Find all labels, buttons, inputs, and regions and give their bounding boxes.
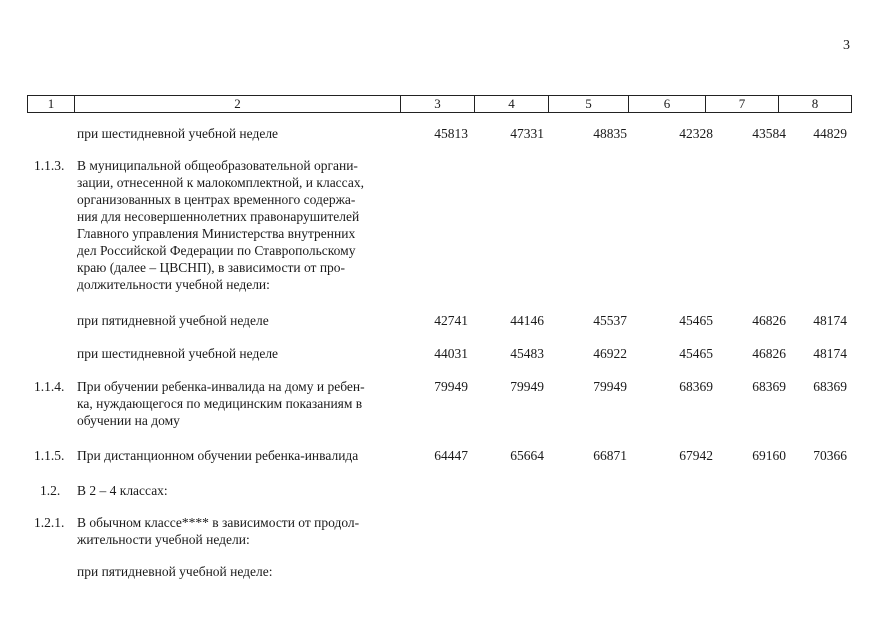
description-line: обучении на дому bbox=[77, 413, 180, 428]
value-col-4: 65664 bbox=[510, 448, 544, 463]
value-col-7: 46826 bbox=[752, 313, 786, 328]
row-code: 1.2. bbox=[40, 483, 61, 498]
row-code: 1.2.1. bbox=[34, 515, 65, 530]
value-col-4: 44146 bbox=[510, 313, 544, 328]
row-code: 1.1.5. bbox=[34, 448, 65, 463]
row-description bbox=[77, 157, 399, 293]
value-col-8: 70366 bbox=[813, 448, 847, 463]
description-line: В муниципальной общеобразовательной органи- bbox=[77, 158, 358, 173]
header-col-4: 4 bbox=[475, 96, 549, 113]
description-line: В обычном классе**** в зависимости от продол- bbox=[77, 515, 360, 530]
description-line: при пятидневной учебной неделе bbox=[77, 313, 269, 328]
value-col-4: 45483 bbox=[510, 346, 544, 361]
value-col-3: 44031 bbox=[434, 346, 468, 361]
description-line: при пятидневной учебной неделе: bbox=[77, 564, 273, 579]
value-col-3: 79949 bbox=[434, 379, 468, 394]
value-col-6: 42328 bbox=[679, 126, 713, 141]
description-line: организованных в центрах временного содержа- bbox=[77, 192, 356, 207]
header-col-8: 8 bbox=[779, 96, 852, 113]
row-description bbox=[77, 482, 399, 499]
description-line: краю (далее – ЦВСНП), в зависимости от про- bbox=[77, 260, 346, 275]
header-col-7: 7 bbox=[706, 96, 779, 113]
value-col-5: 48835 bbox=[593, 126, 627, 141]
value-col-3: 64447 bbox=[434, 448, 468, 463]
description-line: При дистанционном обучении ребенка-инвалида bbox=[77, 448, 359, 463]
value-col-7: 46826 bbox=[752, 346, 786, 361]
header-col-2: 2 bbox=[75, 96, 401, 113]
description-line: Главного управления Министерства внутренних bbox=[77, 226, 356, 241]
description-line: ка, нуждающегося по медицинским показаниям в bbox=[77, 396, 363, 411]
description-line: при шестидневной учебной неделе bbox=[77, 126, 279, 141]
row-description bbox=[77, 563, 399, 580]
description-line: при шестидневной учебной неделе bbox=[77, 346, 279, 361]
header-col-3: 3 bbox=[401, 96, 475, 113]
description-line: жительности учебной недели: bbox=[77, 532, 250, 547]
description-line: зации, отнесенной к малокомплектной, и классах, bbox=[77, 175, 364, 190]
description-line: должительности учебной недели: bbox=[77, 277, 270, 292]
row-code: 1.1.4. bbox=[34, 379, 65, 394]
value-col-8: 68369 bbox=[813, 379, 847, 394]
value-col-4: 79949 bbox=[510, 379, 544, 394]
value-col-4: 47331 bbox=[510, 126, 544, 141]
column-number-header bbox=[27, 95, 852, 113]
value-col-6: 45465 bbox=[679, 313, 713, 328]
page-number: 3 bbox=[843, 38, 850, 53]
row-description bbox=[77, 447, 399, 464]
row-description bbox=[77, 125, 399, 142]
value-col-6: 67942 bbox=[679, 448, 713, 463]
value-col-5: 46922 bbox=[593, 346, 627, 361]
value-col-6: 68369 bbox=[679, 379, 713, 394]
value-col-8: 48174 bbox=[813, 313, 847, 328]
row-description bbox=[77, 378, 399, 429]
value-col-7: 43584 bbox=[752, 126, 786, 141]
description-line: ния для несовершеннолетних правонарушителей bbox=[77, 209, 360, 224]
row-code: 1.1.3. bbox=[34, 158, 65, 173]
value-col-5: 79949 bbox=[593, 379, 627, 394]
value-col-6: 45465 bbox=[679, 346, 713, 361]
value-col-7: 69160 bbox=[752, 448, 786, 463]
value-col-7: 68369 bbox=[752, 379, 786, 394]
header-col-1: 1 bbox=[28, 96, 75, 113]
header-col-5: 5 bbox=[549, 96, 629, 113]
description-line: дел Российской Федерации по Ставропольскому bbox=[77, 243, 356, 258]
value-col-8: 48174 bbox=[813, 346, 847, 361]
row-description bbox=[77, 312, 399, 329]
header-col-6: 6 bbox=[629, 96, 706, 113]
value-col-5: 66871 bbox=[593, 448, 627, 463]
description-line: В 2 – 4 классах: bbox=[77, 483, 168, 498]
value-col-3: 45813 bbox=[434, 126, 468, 141]
description-line: При обучении ребенка-инвалида на дому и ребен- bbox=[77, 379, 365, 394]
row-description bbox=[77, 514, 399, 548]
value-col-5: 45537 bbox=[593, 313, 627, 328]
value-col-3: 42741 bbox=[434, 313, 468, 328]
value-col-8: 44829 bbox=[813, 126, 847, 141]
row-description bbox=[77, 345, 399, 362]
